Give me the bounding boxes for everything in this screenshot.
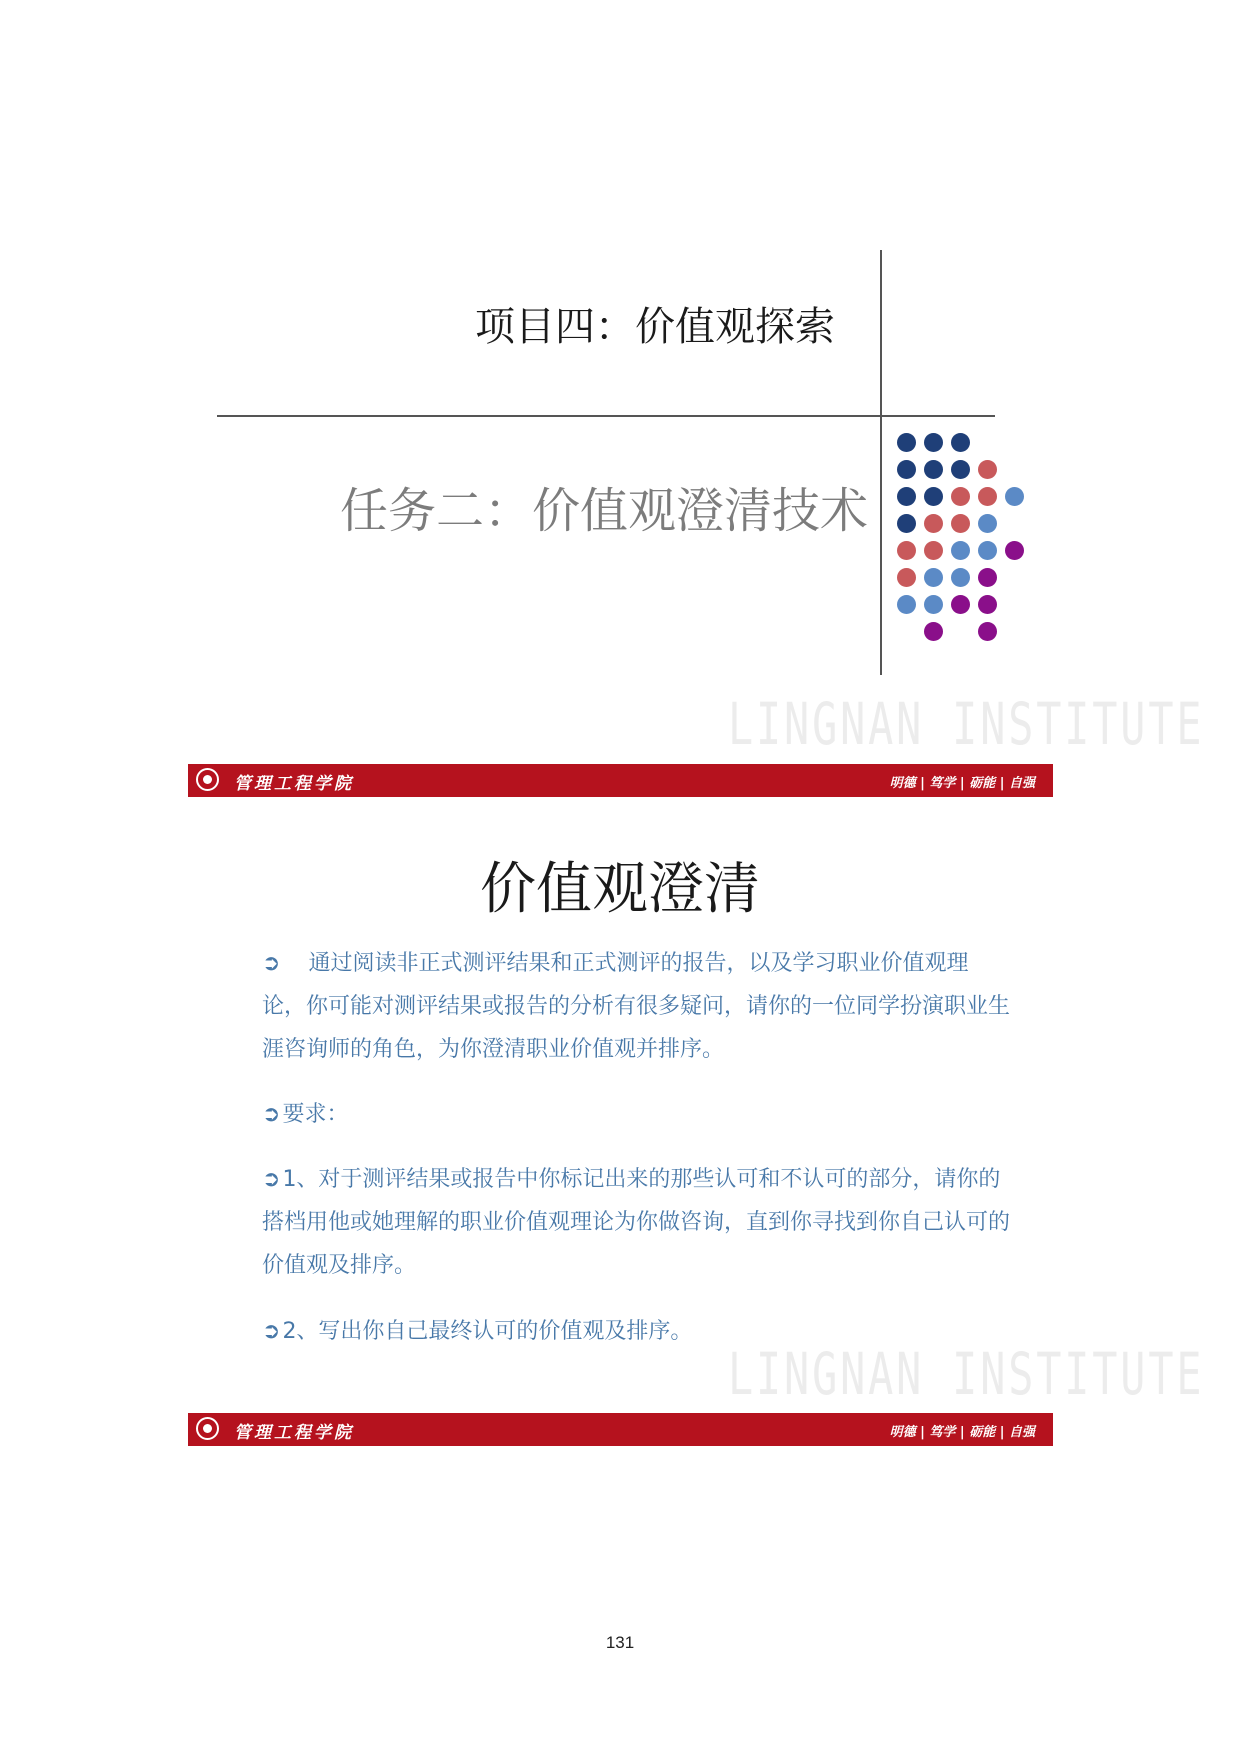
decorative-dot — [924, 568, 943, 587]
school-name: 管理工程学院 — [234, 774, 354, 794]
decorative-dot — [1005, 487, 1024, 506]
arrow-bullet-icon: ➲ — [262, 1102, 281, 1127]
decorative-dot — [897, 514, 916, 533]
decorative-dot — [951, 433, 970, 452]
school-name: 管理工程学院 — [234, 1423, 354, 1443]
intro-paragraph — [262, 942, 1010, 1071]
decorative-dot — [924, 622, 943, 641]
decorative-dot — [924, 433, 943, 452]
decorative-dot — [978, 487, 997, 506]
requirement-item-1-text: 1、对于测评结果或报告中你标记出来的那些认可和不认可的部分，请你的搭档用他或她理解的职业价值观理论为你做咨询，直到你寻找到你自己认可的价值观及排序。 — [262, 1167, 1011, 1278]
decorative-dot — [978, 622, 997, 641]
decorative-dot — [951, 541, 970, 560]
decorative-dot — [951, 514, 970, 533]
decorative-dot — [924, 460, 943, 479]
decorative-dot — [978, 541, 997, 560]
decorative-dot — [951, 595, 970, 614]
watermark-lingnan-2: LINGNAN INSTITUTE — [728, 1340, 1205, 1408]
decorative-dot — [897, 433, 916, 452]
decorative-dot — [978, 568, 997, 587]
requirement-item-2-text: 2、写出你自己最终认可的价值观及排序。 — [282, 1319, 693, 1344]
decorative-dot — [924, 514, 943, 533]
decorative-dot — [897, 487, 916, 506]
horizontal-divider — [217, 415, 995, 417]
decorative-dot — [1005, 541, 1024, 560]
decorative-dot — [978, 514, 997, 533]
slide-title: 价值观澄清 — [480, 857, 760, 922]
task-subtitle: 任务二：价值观澄清技术 — [339, 483, 868, 539]
requirement-label: 要求： — [282, 1102, 349, 1127]
requirement-item-1 — [262, 1158, 1010, 1287]
school-seal-icon — [196, 768, 219, 791]
decorative-dot — [897, 460, 916, 479]
decorative-dot — [897, 568, 916, 587]
decorative-dot — [951, 568, 970, 587]
decorative-dot — [978, 460, 997, 479]
school-seal-icon — [196, 1417, 219, 1440]
school-motto: 明德 | 笃学 | 砺能 | 自强 — [889, 776, 1035, 791]
footer-bar-1 — [188, 764, 1053, 797]
decorative-dot — [951, 487, 970, 506]
footer-bar-2 — [188, 1413, 1053, 1446]
decorative-dot — [897, 541, 916, 560]
decorative-dot — [978, 595, 997, 614]
arrow-bullet-icon: ➲ — [262, 951, 281, 976]
project-title: 项目四：价值观探索 — [475, 304, 835, 350]
decorative-dot — [924, 595, 943, 614]
arrow-bullet-icon: ➲ — [262, 1319, 281, 1344]
requirement-heading — [262, 1093, 1010, 1136]
page-number: 131 — [605, 1633, 635, 1652]
decorative-dot — [897, 595, 916, 614]
arrow-bullet-icon: ➲ — [262, 1167, 281, 1192]
school-motto: 明德 | 笃学 | 砺能 | 自强 — [889, 1425, 1035, 1440]
intro-text: 通过阅读非正式测评结果和正式测评的报告，以及学习职业价值观理论，你可能对测评结果或报告的分析有很多疑问，请你的一位同学扮演职业生涯咨询师的角色，为你澄清职业价值观并排序。 — [262, 951, 1011, 1062]
watermark-lingnan-1: LINGNAN INSTITUTE — [728, 690, 1205, 758]
decorative-dot — [951, 460, 970, 479]
vertical-divider — [880, 250, 882, 675]
decorative-dot — [924, 541, 943, 560]
decorative-dot — [924, 487, 943, 506]
